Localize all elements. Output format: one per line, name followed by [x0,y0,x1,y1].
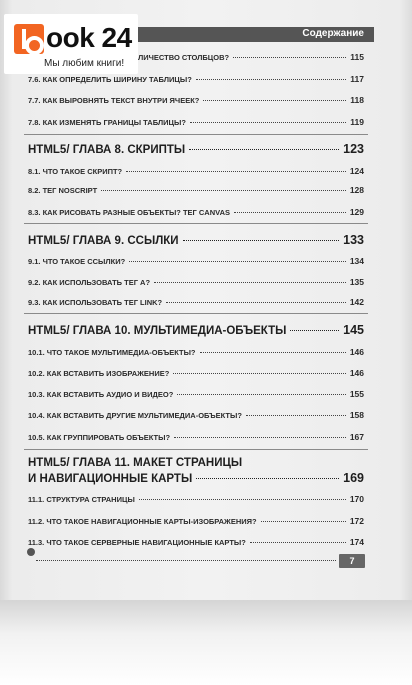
chapter-heading[interactable] [28,457,364,485]
chapter-title: HTML5/ ГЛАВА 9. ССЫЛКИ [28,235,179,247]
toc-entry-title: 7.7. КАК ВЫРОВНЯТЬ ТЕКСТ ВНУТРИ ЯЧЕЕК? [28,96,200,105]
footer-bullet-icon [27,548,35,556]
toc-entry-page: 134 [349,256,364,266]
section-divider [24,134,368,135]
toc-leader [250,542,346,543]
toc-leader [166,302,346,303]
toc-entry[interactable] [28,185,364,195]
toc-entry-page: 146 [349,368,364,378]
toc-leader [234,212,346,213]
toc-entry[interactable] [138,52,364,62]
toc-entry-page: 129 [349,207,364,217]
toc-entry-page: 174 [349,537,364,547]
chapter-title: HTML5/ ГЛАВА 8. СКРИПТЫ [28,144,186,156]
toc-leader [174,437,346,438]
toc-entry[interactable] [28,516,364,526]
toc-entry[interactable] [28,494,364,504]
toc-leader [129,261,346,262]
toc-entry[interactable] [28,277,364,287]
toc-leader [290,330,339,331]
toc-entry-page: 128 [349,185,364,195]
toc-entry-page: 119 [350,117,364,127]
toc-entry[interactable] [28,389,364,399]
toc-leader [183,240,340,241]
toc-entry-title: 8.3. КАК РИСОВАТЬ РАЗНЫЕ ОБЪЕКТЫ? ТЕГ CANVAS [28,208,230,217]
toc-leader [261,521,346,522]
toc-entry[interactable] [28,74,364,84]
toc-entry-page: 170 [349,494,364,504]
toc-entry[interactable] [28,537,364,547]
page-bottom-shadow [0,600,412,685]
toc-entry-title: 11.2. ЧТО ТАКОЕ НАВИГАЦИОННЫЕ КАРТЫ-ИЗОБРАЖЕНИЯ? [28,517,257,526]
logo-tagline: Мы любим книги! [44,58,125,69]
toc-entry-title: 8.2. ТЕГ NOSCRIPT [28,186,98,195]
toc-entry-title: 7.6. КАК ОПРЕДЕЛИТЬ ШИРИНУ ТАБЛИЦЫ? [28,75,192,84]
chapter-title-line1: HTML5/ ГЛАВА 11. МАКЕТ СТРАНИЦЫ [28,457,243,469]
toc-entry-page: 124 [349,166,364,176]
toc-entry-page: 155 [349,389,364,399]
toc-entry-title: 11.1. СТРУКТУРА СТРАНИЦЫ [28,495,135,504]
toc-leader [190,122,346,123]
toc-entry-title: 10.3. КАК ВСТАВИТЬ АУДИО И ВИДЕО? [28,390,174,399]
chapter-heading[interactable] [28,323,364,337]
toc-entry-title: 10.2. КАК ВСТАВИТЬ ИЗОБРАЖЕНИЕ? [28,369,170,378]
book24-logo[interactable] [4,14,138,74]
footer-leader [36,560,336,561]
toc-leader [233,57,346,58]
toc-leader [139,499,346,500]
toc-leader [173,373,345,374]
chapter-heading[interactable] [28,233,364,247]
logo-wordmark: ook 24 [46,22,132,53]
toc-leader [154,282,346,283]
toc-entry-title: 10.1. ЧТО ТАКОЕ МУЛЬТИМЕДИА-ОБЪЕКТЫ? [28,348,196,357]
chapter-heading[interactable] [28,142,364,156]
toc-leader [196,478,339,479]
page-number: 7 [339,554,365,568]
toc-leader [203,100,346,101]
toc-entry-page: 115 [350,52,364,62]
toc-leader [126,171,346,172]
toc-entry-title: 7.8. КАК ИЗМЕНЯТЬ ГРАНИЦЫ ТАБЛИЦЫ? [28,118,186,127]
toc-entry[interactable] [28,347,364,357]
chapter-title-row [28,457,364,471]
toc-entry[interactable] [28,368,364,378]
toc-entry[interactable] [28,166,364,176]
toc-entry-page: 117 [350,74,364,84]
toc-entry-title: 10.4. КАК ВСТАВИТЬ ДРУГИЕ МУЛЬТИМЕДИА-ОБЪЕКТЫ? [28,411,242,420]
toc-entry[interactable] [28,207,364,217]
toc-leader [196,79,346,80]
toc-entry[interactable] [28,297,364,307]
toc-entry-title: 9.1. ЧТО ТАКОЕ ССЫЛКИ? [28,257,126,266]
toc-entry-title: 9.2. КАК ИСПОЛЬЗОВАТЬ ТЕГ A? [28,278,151,287]
page-header-title: Содержание [302,28,364,39]
chapter-title-line2: И НАВИГАЦИОННЫЕ КАРТЫ [28,473,193,485]
toc-leader [200,352,346,353]
toc-entry-page: 158 [349,410,364,420]
toc-entry-title: 10.5. КАК ГРУППИРОВАТЬ ОБЪЕКТЫ? [28,433,171,442]
toc-entry-title: 11.3. ЧТО ТАКОЕ СЕРВЕРНЫЕ НАВИГАЦИОННЫЕ КАРТЫ? [28,538,246,547]
chapter-page: 169 [343,471,364,485]
toc-leader [246,415,346,416]
section-divider [24,449,368,450]
toc-entry-title: 9.3. КАК ИСПОЛЬЗОВАТЬ ТЕГ LINK? [28,298,163,307]
toc-entry-page: 142 [349,297,364,307]
chapter-title: HTML5/ ГЛАВА 10. МУЛЬТИМЕДИА-ОБЪЕКТЫ [28,325,287,337]
toc-entry-page: 135 [349,277,364,287]
chapter-page: 133 [343,233,364,247]
toc-leader [101,190,346,191]
book24-b-icon [14,24,44,54]
toc-entry-title: 8.1. ЧТО ТАКОЕ СКРИПТ? [28,167,123,176]
chapter-page: 123 [343,142,364,156]
toc-leader [177,394,346,395]
toc-entry-page: 167 [349,432,364,442]
section-divider [24,223,368,224]
toc-entry[interactable] [28,95,364,105]
toc-entry-page: 146 [349,347,364,357]
toc-leader [189,149,339,150]
toc-entry[interactable] [28,432,364,442]
toc-entry-page: 118 [350,95,364,105]
chapter-title-row [28,471,364,485]
toc-entry[interactable] [28,256,364,266]
toc-entry[interactable] [28,117,364,127]
chapter-page: 145 [343,323,364,337]
toc-entry-title: ЛИЧЕСТВО СТОЛБЦОВ? [138,53,230,62]
toc-entry[interactable] [28,410,364,420]
toc-entry-page: 172 [349,516,364,526]
section-divider [24,313,368,314]
